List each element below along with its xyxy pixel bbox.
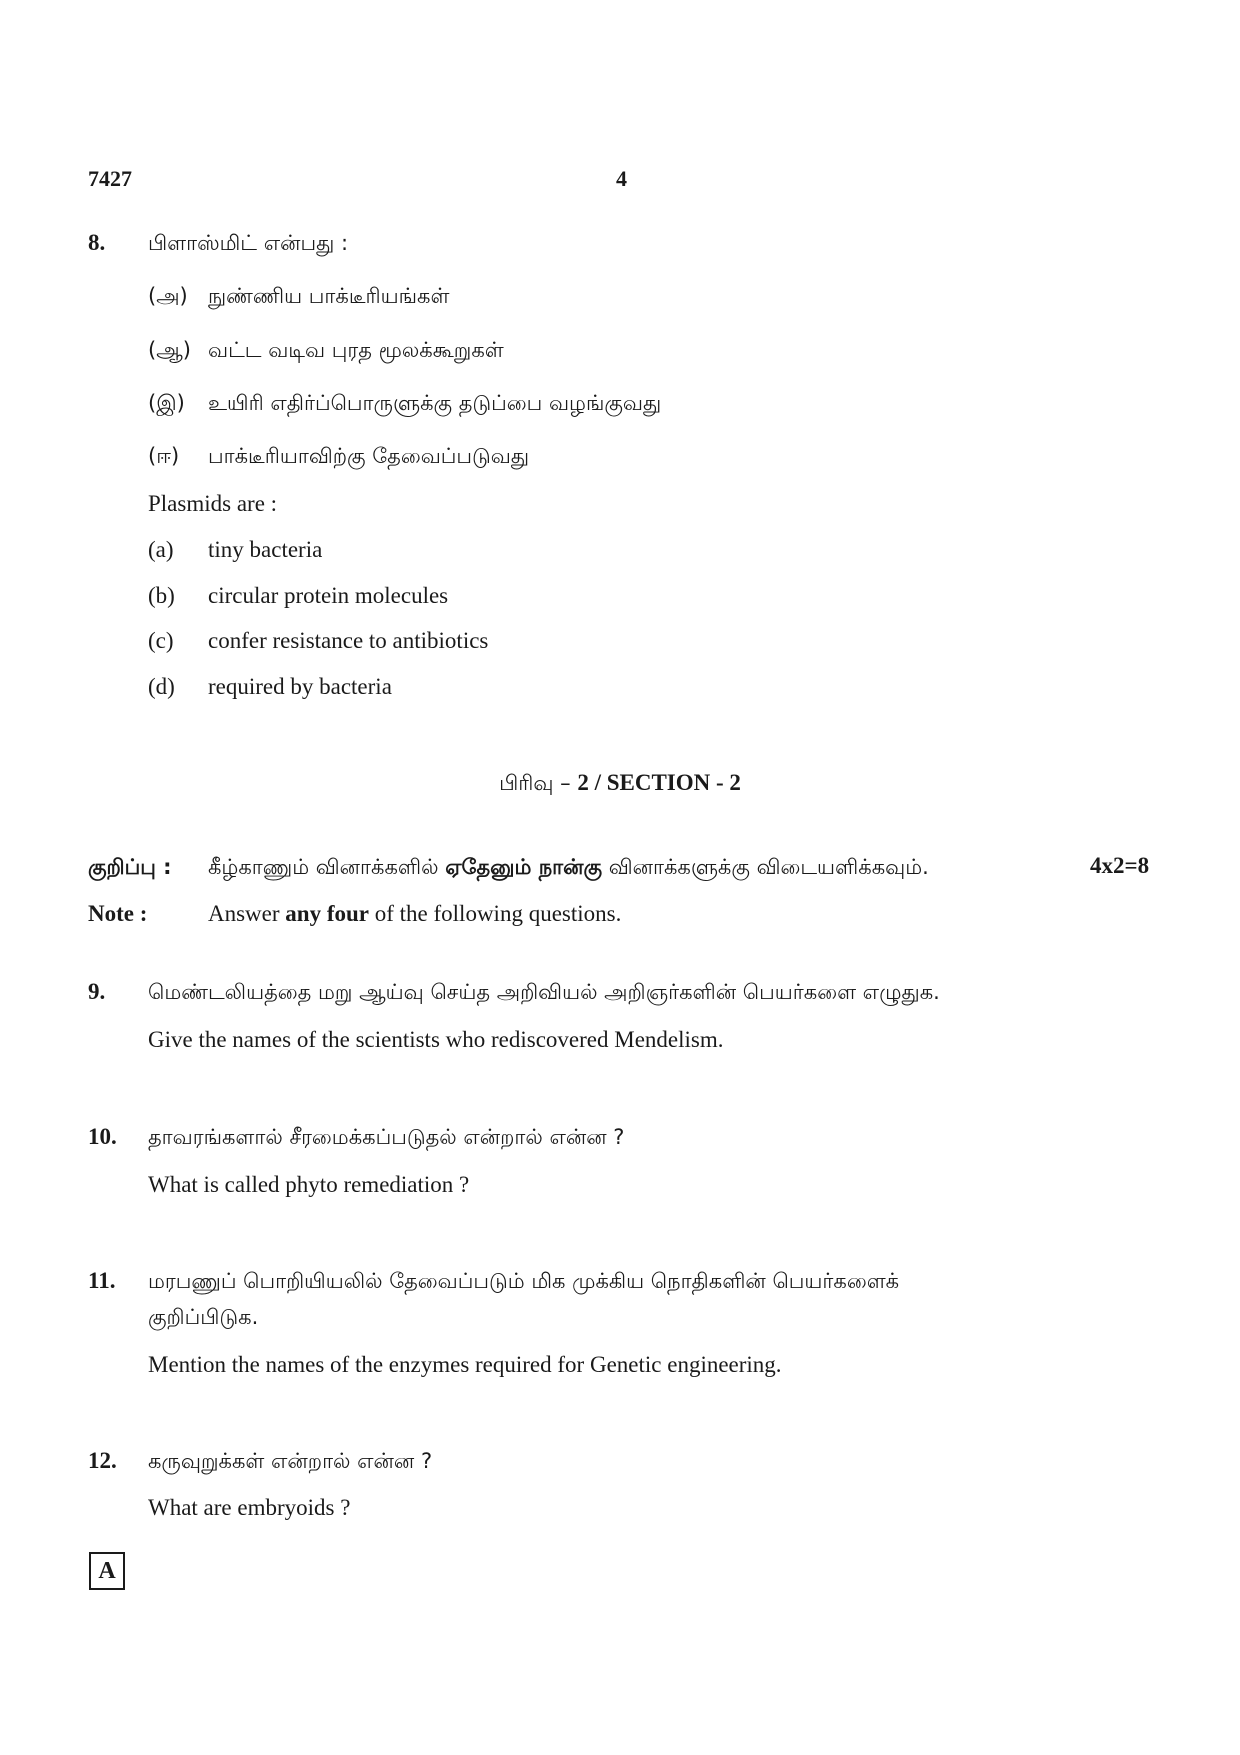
option-text: circular protein molecules [208, 583, 449, 608]
option-label: (இ) [148, 391, 185, 415]
option-label: (ஈ) [148, 444, 180, 468]
question-text-english: Plasmids are : [148, 491, 278, 516]
question-text-english: What are embryoids ? [148, 1495, 351, 1520]
section-heading-english: 2 / SECTION - 2 [577, 770, 741, 795]
question-text-tamil: மெண்டலியத்தை மறு ஆய்வு செய்த அறிவியல் அறிஞர்களின் பெயர்களை எழுதுக. [148, 980, 940, 1004]
note-emphasis: any four [285, 901, 369, 926]
section-heading [0, 770, 1240, 798]
question-number: 9. [88, 979, 106, 1004]
option-label: (ஆ) [148, 338, 191, 362]
question-text-tamil: பிளாஸ்மிட் என்பது : [148, 231, 349, 255]
question-text-english: What is called phyto remediation ? [148, 1172, 470, 1197]
option-label: (அ) [148, 284, 188, 308]
question-text-english: Mention the names of the enzymes required for Genetic engineering. [148, 1352, 782, 1377]
option-label: (c) [148, 628, 174, 653]
option-text: உயிரி எதிர்ப்பொருளுக்கு தடுப்பை வழங்குவது [208, 391, 662, 415]
marks-allocation: 4x2=8 [1090, 853, 1150, 878]
question-number: 12. [88, 1448, 117, 1473]
option-label: (d) [148, 674, 175, 699]
note-label-english: Note : [88, 901, 148, 926]
option-text: பாக்டீரியாவிற்கு தேவைப்படுவது [208, 444, 530, 468]
option-text: நுண்ணிய பாக்டீரியங்கள் [208, 284, 450, 308]
note-text-english [208, 901, 621, 927]
section-heading-tamil: பிரிவு – [499, 771, 578, 795]
option-text: confer resistance to antibiotics [208, 628, 489, 653]
question-text-tamil-continued: குறிப்பிடுக. [148, 1305, 259, 1329]
note-text-part: of the following questions. [369, 901, 622, 926]
option-label: (b) [148, 583, 175, 608]
question-number: 10. [88, 1124, 117, 1149]
question-text-tamil: மரபணுப் பொறியியலில் தேவைப்படும் மிக முக்கிய நொதிகளின் பெயர்களைக் [148, 1269, 900, 1293]
note-text-part: வினாக்களுக்கு விடையளிக்கவும். [602, 855, 929, 879]
option-label: (a) [148, 537, 174, 562]
paper-version-box: A [89, 1552, 125, 1590]
note-text-part: Answer [208, 901, 286, 926]
note-emphasis: ஏதேனும் நான்கு [445, 855, 603, 879]
option-text: required by bacteria [208, 674, 392, 699]
question-text-tamil: கருவுறுக்கள் என்றால் என்ன ? [148, 1449, 433, 1473]
question-text-english: Give the names of the scientists who rediscovered Mendelism. [148, 1027, 724, 1052]
option-text: வட்ட வடிவ புரத மூலக்கூறுகள் [208, 338, 504, 362]
question-number: 8. [88, 230, 106, 255]
note-label-tamil: குறிப்பு : [88, 855, 172, 879]
paper-code: 7427 [88, 166, 132, 191]
question-number: 11. [88, 1268, 116, 1293]
question-text-tamil: தாவரங்களால் சீரமைக்கப்படுதல் என்றால் என்ன ? [148, 1125, 625, 1149]
note-text-tamil [208, 855, 929, 882]
option-text: tiny bacteria [208, 537, 323, 562]
page-number: 4 [616, 166, 627, 191]
note-text-part: கீழ்காணும் வினாக்களில் [208, 855, 446, 879]
